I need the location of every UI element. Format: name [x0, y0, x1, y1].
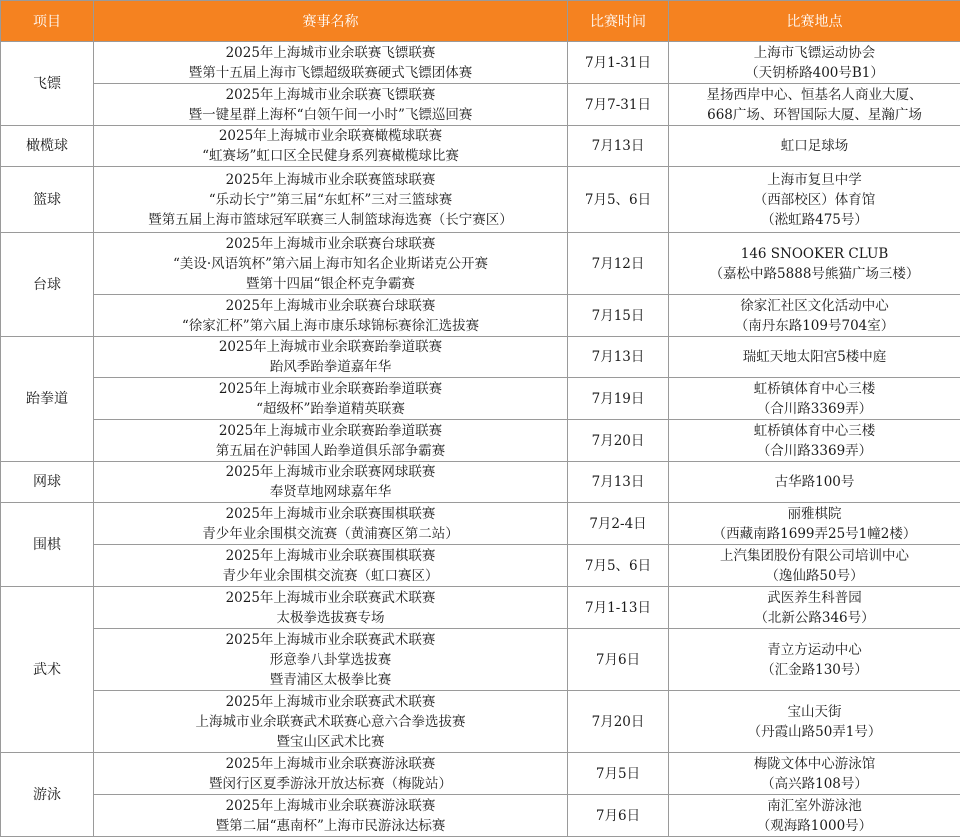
date-line: 7月13日	[570, 136, 666, 156]
venue-line: 上海市复旦中学	[671, 170, 958, 190]
table-row	[1, 503, 960, 545]
category-cell: 飞镖	[1, 42, 94, 126]
event-name-line: 第五届在沪韩国人跆拳道俱乐部争霸赛	[96, 441, 565, 461]
date-cell	[568, 233, 669, 295]
event-name-cell	[94, 691, 568, 753]
event-name-line: 2025年上海城市业余联赛武术联赛	[96, 588, 565, 608]
date-cell	[568, 337, 669, 378]
venue-cell	[669, 233, 960, 295]
date-line: 7月2-4日	[570, 514, 666, 534]
event-name-line: 上海城市业余联赛武术联赛心意六合拳选拔赛	[96, 712, 565, 732]
event-name-cell	[94, 378, 568, 420]
date-cell	[568, 126, 669, 167]
date-cell	[568, 420, 669, 462]
date-line: 7月7-31日	[570, 95, 666, 115]
date-cell	[568, 295, 669, 337]
venue-cell	[669, 795, 960, 837]
event-name-line: 暨第十四届“银企杯克争霸赛	[96, 274, 565, 294]
event-name-cell	[94, 795, 568, 837]
event-name-line: “虹赛场”虹口区全民健身系列赛橄榄球比赛	[96, 146, 565, 166]
event-name-line: 暨闵行区夏季游泳开放达标赛（梅陇站）	[96, 774, 565, 794]
date-line: 7月20日	[570, 431, 666, 451]
table-row	[1, 420, 960, 462]
category-cell: 网球	[1, 462, 94, 503]
venue-cell	[669, 84, 960, 126]
table-row	[1, 84, 960, 126]
event-name-line: 2025年上海城市业余联赛台球联赛	[96, 296, 565, 316]
venue-line: 虹桥镇体育中心三楼	[671, 421, 958, 441]
date-line: 7月19日	[570, 389, 666, 409]
event-name-cell	[94, 545, 568, 587]
venue-line: （南丹东路109号704室）	[671, 316, 958, 336]
venue-line: 668广场、环智国际大厦、星瀚广场	[671, 105, 958, 125]
date-cell	[568, 503, 669, 545]
header-event-name: 赛事名称	[94, 1, 568, 42]
venue-line: 星扬西岸中心、恒基名人商业大厦、	[671, 85, 958, 105]
venue-line: （合川路3369弄）	[671, 399, 958, 419]
event-name-line: “乐动长宁”第三届“东虹杯”三对三篮球赛	[96, 190, 565, 210]
venue-line: 武医养生科普园	[671, 588, 958, 608]
event-name-line: 跆风季跆拳道嘉年华	[96, 357, 565, 377]
date-cell	[568, 42, 669, 84]
event-name-line: 2025年上海城市业余联赛游泳联赛	[96, 754, 565, 774]
date-line: 7月5、6日	[570, 190, 666, 210]
event-name-cell	[94, 42, 568, 84]
event-name-cell	[94, 462, 568, 503]
event-name-line: 2025年上海城市业余联赛跆拳道联赛	[96, 379, 565, 399]
event-name-cell	[94, 629, 568, 691]
table-row	[1, 753, 960, 795]
table-row	[1, 42, 960, 84]
venue-line: （汇金路130号）	[671, 660, 958, 680]
event-name-line: 2025年上海城市业余联赛武术联赛	[96, 630, 565, 650]
date-cell	[568, 691, 669, 753]
venue-line: （观海路1000号）	[671, 816, 958, 836]
date-cell	[568, 167, 669, 233]
event-name-line: 暨青浦区太极拳比赛	[96, 670, 565, 690]
category-cell: 篮球	[1, 167, 94, 233]
category-cell: 跆拳道	[1, 337, 94, 462]
date-line: 7月5、6日	[570, 556, 666, 576]
venue-cell	[669, 378, 960, 420]
venue-line: （丹霞山路50弄1号）	[671, 722, 958, 742]
venue-line: （高兴路108号）	[671, 774, 958, 794]
venue-line: 146 SNOOKER CLUB	[671, 244, 958, 264]
event-name-line: 太极拳选拔赛专场	[96, 608, 565, 628]
venue-line: 南汇室外游泳池	[671, 796, 958, 816]
table-row	[1, 167, 960, 233]
venue-cell	[669, 167, 960, 233]
event-name-line: 青少年业余围棋交流赛（黄浦赛区第二站）	[96, 524, 565, 544]
date-cell	[568, 462, 669, 503]
table-row	[1, 795, 960, 837]
venue-cell	[669, 587, 960, 629]
venue-line: 古华路100号	[671, 472, 958, 492]
date-line: 7月13日	[570, 472, 666, 492]
date-line: 7月1-31日	[570, 53, 666, 73]
venue-cell	[669, 462, 960, 503]
venue-line: （嘉松中路5888号熊猫广场三楼）	[671, 264, 958, 284]
date-line: 7月6日	[570, 650, 666, 670]
table-row	[1, 295, 960, 337]
table-row	[1, 629, 960, 691]
date-cell	[568, 753, 669, 795]
venue-cell	[669, 503, 960, 545]
venue-cell	[669, 753, 960, 795]
event-name-line: 2025年上海城市业余联赛台球联赛	[96, 234, 565, 254]
venue-line: （北新公路346号）	[671, 608, 958, 628]
event-name-line: 2025年上海城市业余联赛飞镖联赛	[96, 43, 565, 63]
event-name-cell	[94, 167, 568, 233]
event-name-cell	[94, 587, 568, 629]
date-cell	[568, 545, 669, 587]
date-line: 7月20日	[570, 712, 666, 732]
schedule-body	[1, 42, 960, 837]
date-cell	[568, 795, 669, 837]
event-name-cell	[94, 126, 568, 167]
event-name-line: 暨第五届上海市篮球冠军联赛三人制篮球海选赛（长宁赛区）	[96, 210, 565, 230]
event-name-line: 2025年上海城市业余联赛篮球联赛	[96, 170, 565, 190]
date-line: 7月1-13日	[570, 598, 666, 618]
venue-line: 上汽集团股份有限公司培训中心	[671, 546, 958, 566]
event-name-line: 形意拳八卦掌选拔赛	[96, 650, 565, 670]
event-name-line: 2025年上海城市业余联赛橄榄球联赛	[96, 126, 565, 146]
venue-cell	[669, 420, 960, 462]
event-name-line: 2025年上海城市业余联赛网球联赛	[96, 462, 565, 482]
venue-line: （西藏南路1699弄25号1幢2楼）	[671, 524, 958, 544]
table-row	[1, 462, 960, 503]
event-name-line: “超级杯”跆拳道精英联赛	[96, 399, 565, 419]
event-name-line: “徐家汇杯”第六届上海市康乐球锦标赛徐汇选拔赛	[96, 316, 565, 336]
category-cell: 台球	[1, 233, 94, 337]
event-name-line: 青少年业余围棋交流赛（虹口赛区）	[96, 566, 565, 586]
venue-cell	[669, 691, 960, 753]
category-cell: 围棋	[1, 503, 94, 587]
venue-line: 虹桥镇体育中心三楼	[671, 379, 958, 399]
venue-cell	[669, 545, 960, 587]
category-cell: 武术	[1, 587, 94, 753]
header-date: 比赛时间	[568, 1, 669, 42]
date-line: 7月6日	[570, 806, 666, 826]
event-name-cell	[94, 295, 568, 337]
event-name-line: 暨第十五届上海市飞镖超级联赛硬式飞镖团体赛	[96, 63, 565, 83]
header-category: 项目	[1, 1, 94, 42]
venue-line: 梅陇文体中心游泳馆	[671, 754, 958, 774]
venue-cell	[669, 126, 960, 167]
event-name-line: 2025年上海城市业余联赛跆拳道联赛	[96, 337, 565, 357]
venue-line: 上海市飞镖运动协会	[671, 43, 958, 63]
event-name-cell	[94, 503, 568, 545]
table-row	[1, 337, 960, 378]
event-name-line: 2025年上海城市业余联赛飞镖联赛	[96, 85, 565, 105]
event-name-line: 奉贤草地网球嘉年华	[96, 482, 565, 502]
table-row	[1, 233, 960, 295]
date-line: 7月13日	[570, 347, 666, 367]
table-row	[1, 691, 960, 753]
event-name-line: 2025年上海城市业余联赛围棋联赛	[96, 504, 565, 524]
venue-cell	[669, 295, 960, 337]
venue-cell	[669, 629, 960, 691]
event-name-line: “美设·风语筑杯”第六届上海市知名企业斯诺克公开赛	[96, 254, 565, 274]
event-name-line: 2025年上海城市业余联赛武术联赛	[96, 692, 565, 712]
venue-line: 宝山天街	[671, 702, 958, 722]
header-venue: 比赛地点	[669, 1, 960, 42]
category-cell: 游泳	[1, 753, 94, 837]
event-name-line: 暨第二届“惠南杯”上海市民游泳达标赛	[96, 816, 565, 836]
venue-line: 瑞虹天地太阳宫5楼中庭	[671, 347, 958, 367]
date-cell	[568, 378, 669, 420]
date-cell	[568, 84, 669, 126]
date-cell	[568, 587, 669, 629]
event-name-cell	[94, 233, 568, 295]
event-name-line: 2025年上海城市业余联赛跆拳道联赛	[96, 421, 565, 441]
date-line: 7月5日	[570, 764, 666, 784]
venue-line: （逸仙路50号）	[671, 566, 958, 586]
event-name-cell	[94, 337, 568, 378]
venue-cell	[669, 337, 960, 378]
date-line: 7月15日	[570, 306, 666, 326]
venue-line: （天钥桥路400号B1）	[671, 63, 958, 83]
event-name-cell	[94, 84, 568, 126]
venue-line: （淞虹路475号）	[671, 210, 958, 230]
category-cell: 橄榄球	[1, 126, 94, 167]
event-name-line: 暨一键星群上海杯“白领午间一小时”飞镖巡回赛	[96, 105, 565, 125]
table-row	[1, 126, 960, 167]
table-row	[1, 587, 960, 629]
event-name-cell	[94, 420, 568, 462]
event-name-line: 暨宝山区武术比赛	[96, 732, 565, 752]
table-row	[1, 545, 960, 587]
venue-cell	[669, 42, 960, 84]
event-name-line: 2025年上海城市业余联赛游泳联赛	[96, 796, 565, 816]
venue-line: （合川路3369弄）	[671, 441, 958, 461]
venue-line: 虹口足球场	[671, 136, 958, 156]
table-row	[1, 378, 960, 420]
venue-line: 青立方运动中心	[671, 640, 958, 660]
event-name-cell	[94, 753, 568, 795]
venue-line: （西部校区）体育馆	[671, 190, 958, 210]
date-line: 7月12日	[570, 254, 666, 274]
venue-line: 徐家汇社区文化活动中心	[671, 296, 958, 316]
date-cell	[568, 629, 669, 691]
venue-line: 丽雅棋院	[671, 504, 958, 524]
header-row	[1, 1, 960, 42]
event-name-line: 2025年上海城市业余联赛围棋联赛	[96, 546, 565, 566]
